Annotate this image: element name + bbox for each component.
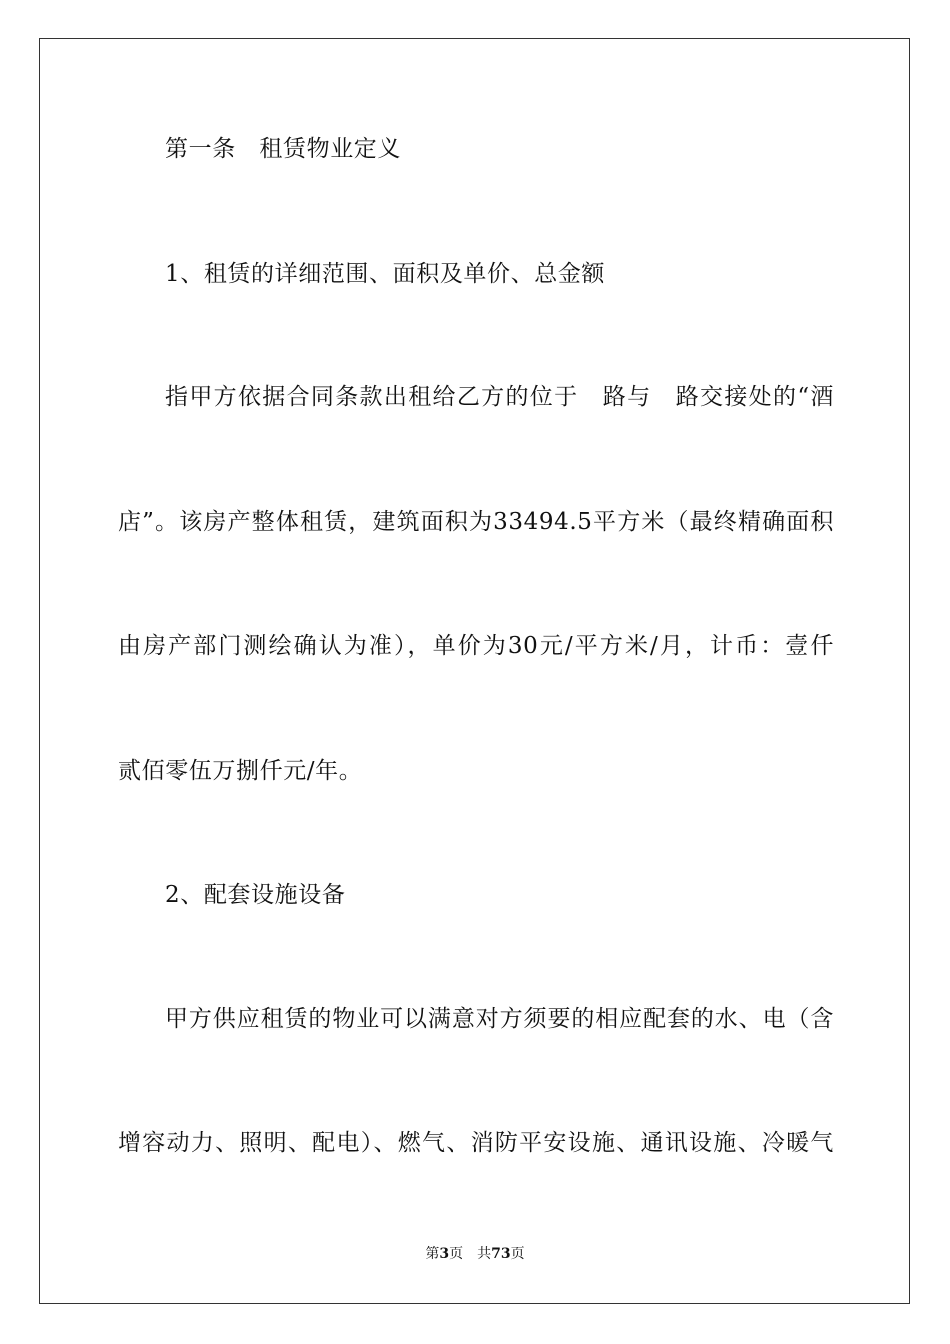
footer-page-number: 3 — [439, 1246, 450, 1262]
paragraph-line: 贰佰零伍万捌仟元/年。 — [118, 758, 363, 784]
article-heading: 第一条 租赁物业定义 — [165, 136, 401, 162]
paragraph-line: 指甲方依据合同条款出租给乙方的位于 路与 路交接处的“酒 — [165, 384, 834, 410]
page-border — [39, 38, 910, 1304]
section-heading-1: 1、租赁的详细范围、面积及单价、总金额 — [165, 261, 606, 287]
section-heading-2: 2、配套设施设备 — [165, 882, 346, 908]
footer-prefix: 第 — [425, 1246, 440, 1262]
paragraph-line: 增容动力、照明、配电）、燃气、消防平安设施、通讯设施、冷暖气 — [118, 1130, 834, 1156]
paragraph-line: 由房产部门测绘确认为准），单价为30元/平方米/月，计币：壹仟 — [118, 633, 834, 659]
paragraph-line: 甲方供应租赁的物业可以满意对方须要的相应配套的水、电（含 — [165, 1006, 834, 1032]
paragraph-line: 店”。该房产整体租赁，建筑面积为33494.5平方米（最终精确面积 — [118, 509, 834, 535]
footer-suffix: 页 — [510, 1246, 525, 1262]
footer-total-pages: 73 — [491, 1246, 511, 1262]
footer-mid: 页 共 — [449, 1246, 492, 1262]
page-footer — [0, 1244, 950, 1264]
